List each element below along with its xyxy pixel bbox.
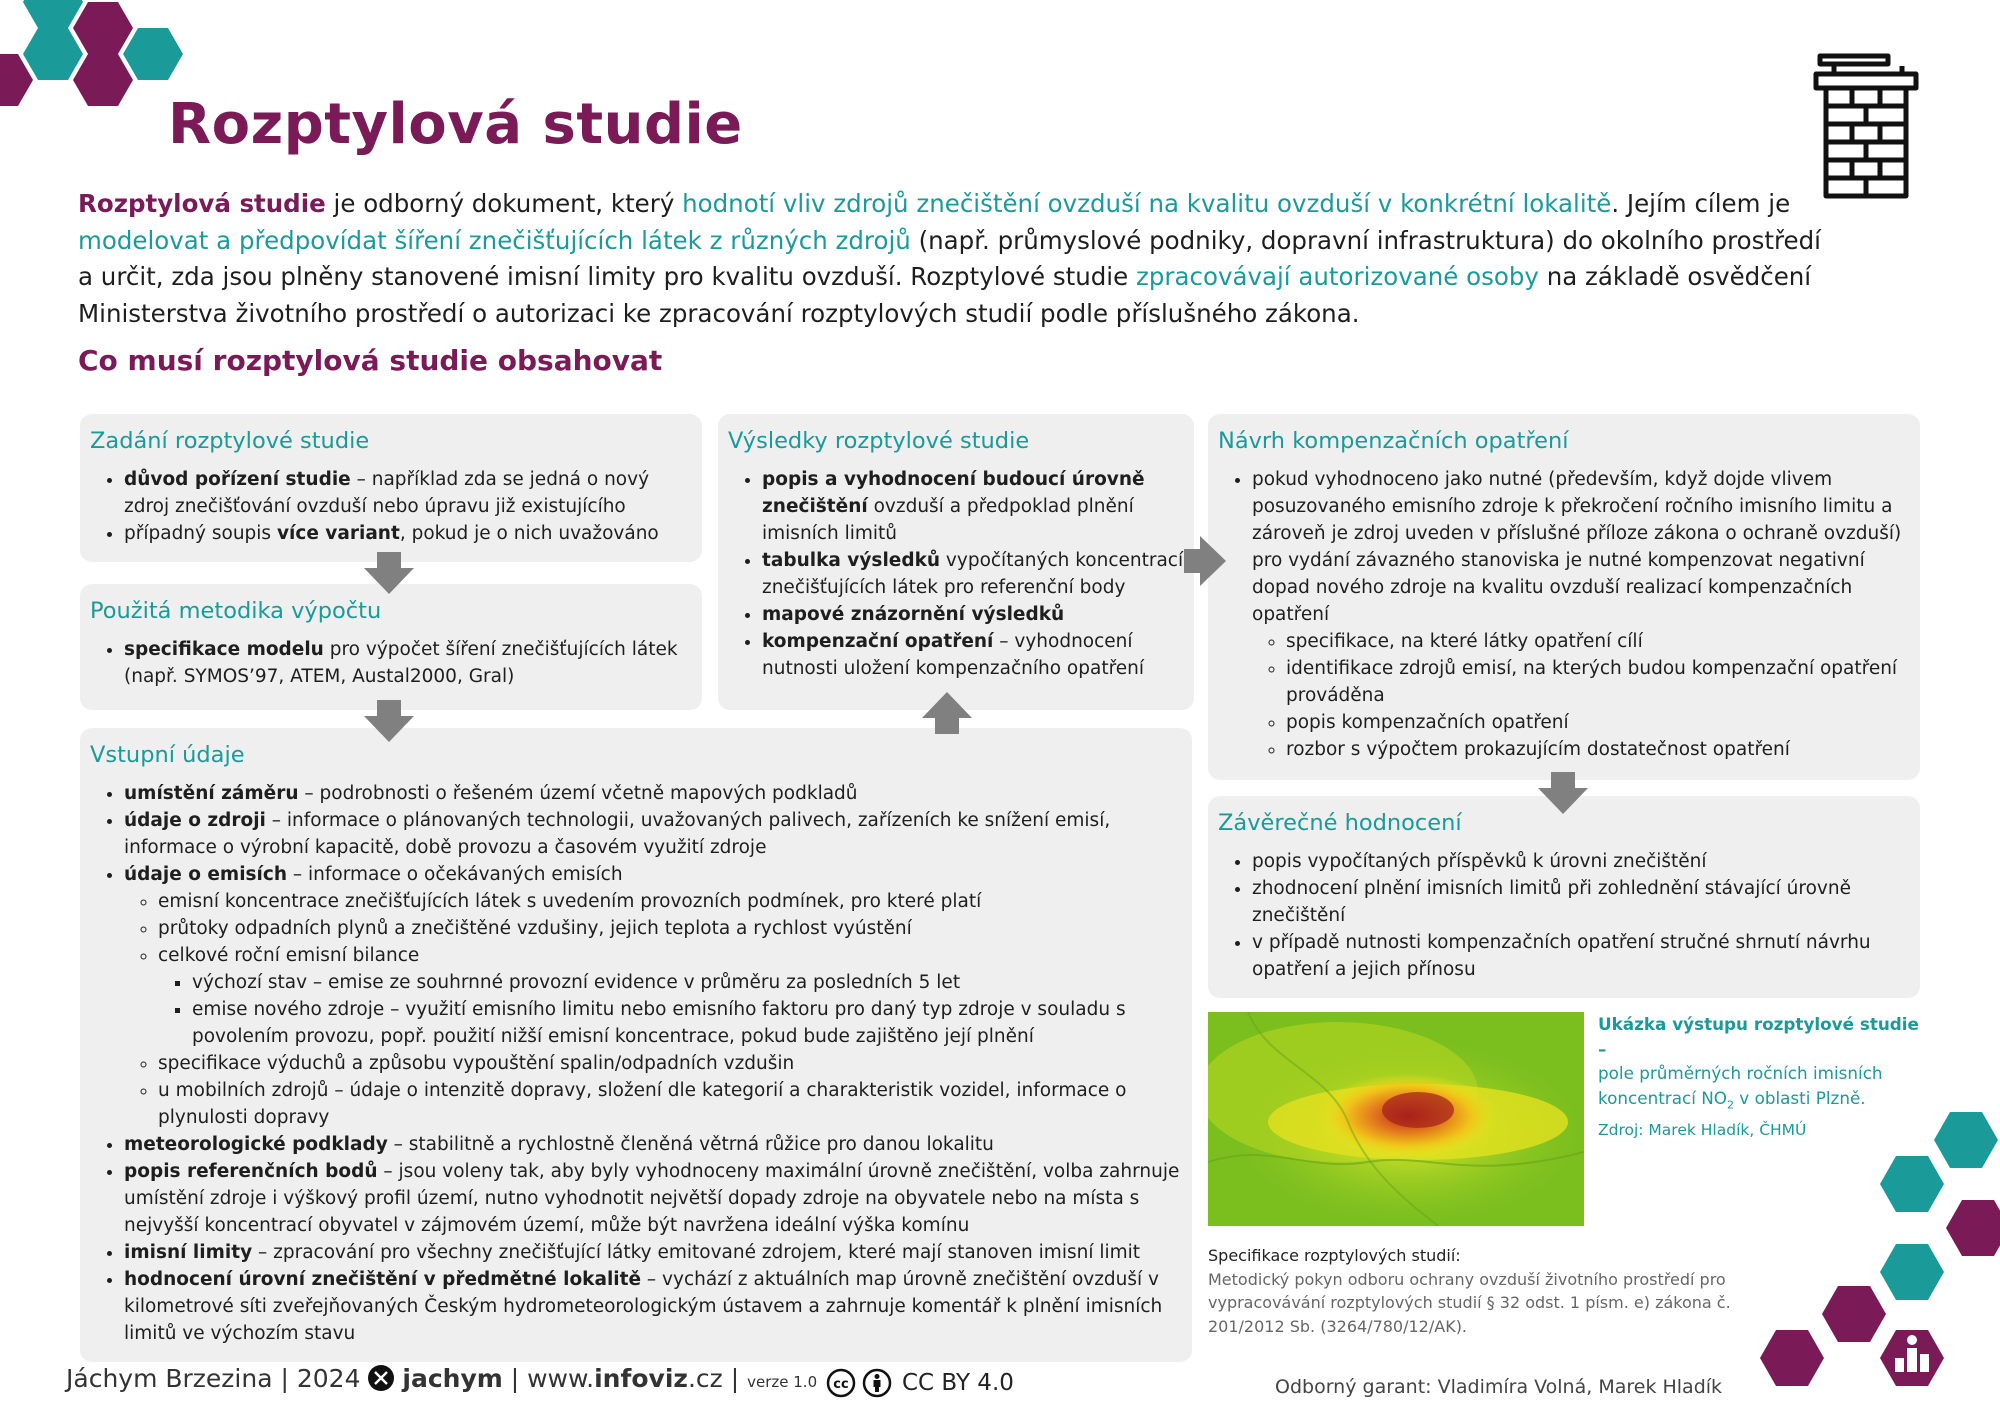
list-item: ◦ specifikace výduchů a způsobu vypouštění spalin/odpadních vzdušin bbox=[158, 1050, 1182, 1077]
panel-title: Zadání rozptylové studie bbox=[90, 428, 370, 454]
bullet-list bbox=[1218, 466, 1910, 763]
specifications-text: Metodický pokyn odboru ochrany ovzduší životního prostředí pro vypracovávání rozptylových studií § 32 odst. 1 písm. e) zákona č. 201/2012 Sb. (3264/780/12/AK). bbox=[1208, 1269, 1731, 1336]
cc-icon bbox=[826, 1368, 856, 1398]
intro-paragraph bbox=[78, 186, 1838, 332]
intro-text: je odborný dokument, který bbox=[325, 189, 683, 218]
panel-zadani bbox=[80, 414, 702, 562]
list-item: • meteorologické podklady – stabilitně a rychlostně členěná větrná růžice pro danou lokalitu bbox=[124, 1131, 1182, 1158]
footer-site-tld: .cz bbox=[687, 1364, 723, 1393]
list-item: ◦ celkové roční emisní bilance ▪ výchozí stav – emise ze souhrnné provozní evidence v průměru za posledních 5 let ▪ emise nového zdroje – využití emisního limitu nebo emisního faktoru pro daný typ zdroje v souladu s povolením provozu, popř. použití nižší emisní koncentrace, pokud bude zajištěno její plnění bbox=[158, 942, 1182, 1050]
list-item: • zhodnocení plnění imisních limitů při zohlednění stávající úrovně znečištění bbox=[1252, 875, 1910, 929]
list-item: • hodnocení úrovní znečištění v předmětné lokalitě – vychází z aktuálních map úrovně znečištění ovzduší v kilometrové síti zveřejňovaných Českým hydrometeorologickým ústavem a zahrnuje komentář k plnění imisních limitů ve výchozím stavu bbox=[124, 1266, 1182, 1347]
list-item: • tabulka výsledků vypočítaných koncentrací znečišťujících látek pro referenční body bbox=[762, 547, 1184, 601]
attribution-icon bbox=[862, 1368, 892, 1398]
sub-list bbox=[124, 888, 1182, 1131]
panel-title: Závěrečné hodnocení bbox=[1218, 810, 1462, 836]
list-item: ◦ průtoky odpadních plynů a znečištěné vzdušiny, jejich teplota a rychlost vyústění bbox=[158, 915, 1182, 942]
specifications-note bbox=[1208, 1244, 1748, 1338]
list-item: • popis a vyhodnocení budoucí úrovně znečištění ovzduší a předpoklad plnění imisních limitů bbox=[762, 466, 1184, 547]
bullet-list bbox=[1218, 848, 1910, 983]
intro-highlight: modelovat a předpovídat šíření znečišťujících látek z různých zdrojů bbox=[78, 225, 911, 255]
list-item: ◦ popis kompenzačních opatření bbox=[1286, 709, 1910, 736]
svg-text:cc: cc bbox=[833, 1377, 849, 1392]
intro-term: Rozptylová studie bbox=[78, 189, 326, 218]
list-item: • umístění záměru – podrobnosti o řešeném území včetně mapových podkladů bbox=[124, 780, 1182, 807]
list-item: • kompenzační opatření – vyhodnocení nutnosti uložení kompenzačního opatření bbox=[762, 628, 1184, 682]
intro-text: (např. průmyslové podniky, dopravní infrastruktura) do okolního prostředí a určit, zda jsou plněny stanovené imisní limity pro kvalitu ovzduší. Rozptylové studie bbox=[78, 225, 1821, 291]
list-item: ◦ identifikace zdrojů emisí, na kterých budou kompenzační opatření prováděna bbox=[1286, 655, 1910, 709]
list-item: • specifikace modelu pro výpočet šíření znečišťujících látek (např. SYMOS’97, ATEM, Austal2000, Gral) bbox=[124, 636, 692, 690]
panel-metodika bbox=[80, 584, 702, 710]
panel-title: Návrh kompenzačních opatření bbox=[1218, 428, 1569, 454]
panel-vysledky bbox=[718, 414, 1194, 710]
map-caption-text: pole průměrných ročních imisních koncentrací NO bbox=[1598, 1063, 1883, 1108]
footer-author: Jáchym Brzezina | 2024 bbox=[66, 1364, 369, 1393]
arrow-down-icon bbox=[1538, 772, 1588, 814]
list-item: • pokud vyhodnoceno jako nutné (především, když dojde vlivem posuzovaného emisního zdroje k překročení ročního imisního limitu a zároveň je zdroj uveden v příslušné příloze zákona o ochraně ovzduší) pro vydání závazného stanoviska je nutné kompenzovat negativní dopad nového zdroje na kvalitu ovzduší realizací kompenzačních opatření ◦ specifikace, na které látky opatření cílí ◦ identifikace zdrojů emisí, na kterých budou kompenzační opatření prováděna ◦ popis kompenzačních opatření ◦ rozbor s výpočtem prokazujícím dostatečnost opatření bbox=[1252, 466, 1910, 763]
expert-guarantors: Odborný garant: Vladimíra Volná, Marek Hladík bbox=[1275, 1376, 1723, 1398]
map-caption-source: Zdroj: Marek Hladík, ČHMÚ bbox=[1598, 1121, 1807, 1140]
intro-text: na základě osvědčení Ministerstva životního prostředí o autorizaci ke zpracování rozptylových studií podle příslušného zákona. bbox=[78, 262, 1812, 328]
bullet-list bbox=[90, 780, 1182, 1347]
intro-highlight: zpracovávají autorizované osoby bbox=[1135, 262, 1539, 291]
list-item: ◦ u mobilních zdrojů – údaje o intenzitě dopravy, složení dle kategorií a charakteristik vozidel, informace o plynulosti dopravy bbox=[158, 1077, 1182, 1131]
intro-text: . Jejím cílem je bbox=[1611, 189, 1791, 218]
page-title: Rozptylová studie bbox=[168, 92, 743, 157]
license-badge bbox=[826, 1368, 1014, 1398]
list-item: ◦ specifikace, na které látky opatření cílí bbox=[1286, 628, 1910, 655]
chimney-icon bbox=[1812, 50, 1922, 202]
list-item: • imisní limity – zpracování pro všechny znečišťující látky emitované zdrojem, které mají stanoven imisní limit bbox=[124, 1239, 1182, 1266]
map-caption-title: Ukázka výstupu rozptylové studie – bbox=[1598, 1014, 1919, 1059]
sub-sub-list bbox=[158, 969, 1182, 1050]
arrow-down-icon bbox=[364, 700, 414, 742]
list-item: ◦ rozbor s výpočtem prokazujícím dostatečnost opatření bbox=[1286, 736, 1910, 763]
footer-handle[interactable]: jachym bbox=[402, 1364, 503, 1393]
intro-highlight: hodnotí vliv zdrojů znečištění ovzduší na kvalitu ovzduší v konkrétní lokalitě bbox=[682, 189, 1612, 218]
license-label: CC BY 4.0 bbox=[902, 1370, 1014, 1396]
list-item: • údaje o zdroji – informace o plánovaných technologii, uvažovaných palivech, zařízeních ke snížení emisí, informace o výrobní kapacitě, době provozu a časovém využití zdroje bbox=[124, 807, 1182, 861]
list-item: • důvod pořízení studie – například zda se jedná o nový zdroj znečišťování ovzduší nebo úpravu již existujícího bbox=[124, 466, 692, 520]
list-item: • mapové znázornění výsledků bbox=[762, 601, 1184, 628]
bullet-list bbox=[90, 636, 692, 690]
footer-separator: | www. bbox=[502, 1364, 595, 1393]
list-item: ▪ výchozí stav – emise ze souhrnné provozní evidence v průměru za posledních 5 let bbox=[192, 969, 1182, 996]
list-item: ◦ emisní koncentrace znečišťujících látek s uvedením provozních podmínek, pro které platí bbox=[158, 888, 1182, 915]
section-title: Co musí rozptylová studie obsahovat bbox=[78, 344, 663, 377]
bullet-list bbox=[90, 466, 692, 547]
list-item: • údaje o emisích – informace o očekávaných emisích ◦ emisní koncentrace znečišťujících látek s uvedením provozních podmínek, pro které platí ◦ průtoky odpadních plynů a znečištěné vzdušiny, jejich teplota a rychlost vyústění ◦ celkové roční emisní bilance ▪ výchozí stav – emise ze souhrnné provozní evidence v průměru za posledních 5 let ▪ emise nového zdroje – využití emisního limitu nebo emisního faktoru pro daný typ zdroje v souladu s povolením provozu, popř. použití nižší emisní koncentrace, pokud bude zajištěno její plnění ◦ specifikace výduchů a způsobu vypouštění spalin/odpadních vzdušin ◦ u mobilních zdrojů – údaje o intenzitě dopravy, složení dle kategorií a charakteristik vozidel, informace o plynulosti dopravy bbox=[124, 861, 1182, 1131]
dispersion-map-image bbox=[1208, 1012, 1584, 1226]
footer-version: verze 1.0 bbox=[747, 1373, 818, 1391]
bullet-list bbox=[728, 466, 1184, 682]
map-caption-subscript: 2 bbox=[1726, 1097, 1734, 1111]
x-logo-icon bbox=[368, 1365, 394, 1391]
map-caption-text: v oblasti Plzně. bbox=[1733, 1087, 1866, 1108]
footer-separator: | bbox=[722, 1364, 748, 1393]
list-item: • v případě nutnosti kompenzačních opatření stručné shrnutí návrhu opatření a jejich přínosu bbox=[1252, 929, 1910, 983]
panel-vstupni bbox=[80, 728, 1192, 1362]
list-item: • popis referenčních bodů – jsou voleny tak, aby byly vyhodnoceny maximální úrovně znečištění, volba zahrnuje umístění zdroje i výškový profil území, nutno vyhodnotit největší dopady zdroje na obyvatele nebo na místa s nejvyšší koncentrací obyvatel v zájmovém území, může být navržena ideální výška komínu bbox=[124, 1158, 1182, 1239]
panel-title: Použitá metodika výpočtu bbox=[90, 598, 382, 624]
footer-site[interactable]: infoviz bbox=[594, 1364, 688, 1393]
list-item: • popis vypočítaných příspěvků k úrovni znečištění bbox=[1252, 848, 1910, 875]
footer-credits bbox=[66, 1364, 817, 1393]
sub-list bbox=[1252, 628, 1910, 763]
panel-zaverecne bbox=[1208, 796, 1920, 998]
panel-title: Výsledky rozptylové studie bbox=[728, 428, 1030, 454]
panel-navrh bbox=[1208, 414, 1920, 780]
list-item: ▪ emise nového zdroje – využití emisního limitu nebo emisního faktoru pro daný typ zdroje v souladu s povolením provozu, popř. použití nižší emisní koncentrace, pokud bude zajištěno její plnění bbox=[192, 996, 1182, 1050]
arrow-down-icon bbox=[364, 552, 414, 594]
specifications-heading: Specifikace rozptylových studií: bbox=[1208, 1246, 1461, 1265]
hexagon-decoration-bottom bbox=[1730, 1104, 2000, 1414]
arrow-right-icon bbox=[1184, 536, 1226, 586]
list-item: • případný soupis více variant, pokud je o nich uvažováno bbox=[124, 520, 692, 547]
panel-title: Vstupní údaje bbox=[90, 742, 245, 768]
arrow-up-icon bbox=[922, 692, 972, 734]
